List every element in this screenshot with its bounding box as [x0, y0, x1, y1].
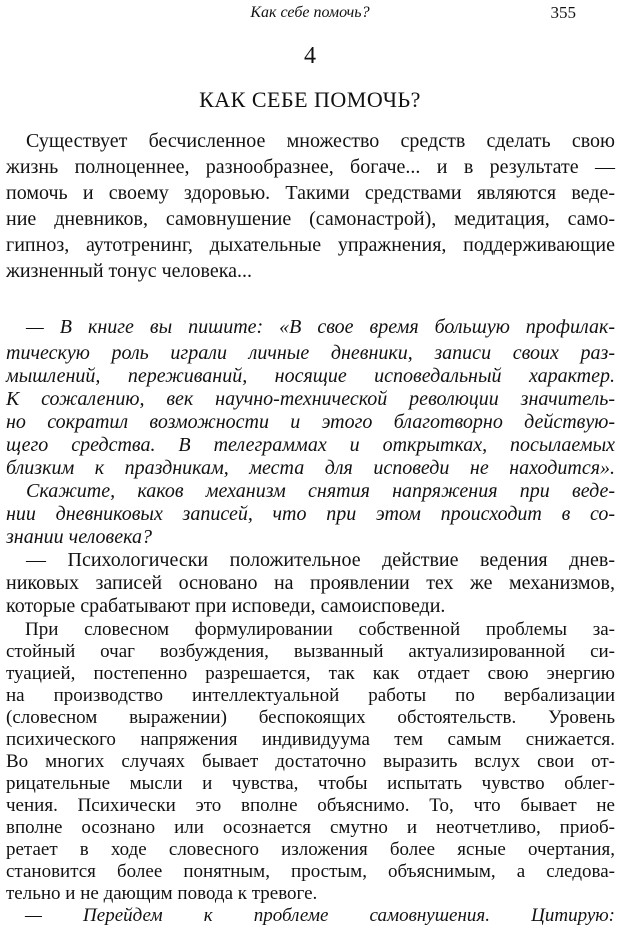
answer-line: стойный очаг возбуждения, вызванный актуализированной си- [6, 641, 615, 662]
page-number: 355 [550, 3, 576, 22]
answer-line: становится более понятным, простым, объяснимым, а следова- [6, 861, 615, 882]
answer-line: — Психологически положительное действие ведения днев- [6, 549, 615, 571]
question-line: тическую роль играли личные дневники, записи своих раз- [6, 342, 615, 364]
answer-line: психического напряжения индивидуума тем самым снижается. [6, 729, 615, 750]
running-head [0, 2, 620, 24]
answer-line: (словесном выражении) беспокоящих обстоятельств. Уровень [6, 707, 615, 728]
chapter-number: 4 [304, 43, 316, 69]
question-line: близким к праздникам, места для исповеди не находится». [6, 457, 615, 479]
question-line: знании человека? [6, 526, 152, 548]
answer-line: чения. Психически это вполне объяснимо. То, что бывает не [6, 795, 615, 816]
question-line: но сократил возможности и этого благотворно действую- [6, 411, 615, 433]
answer-line: вполне осознано или осознается смутно и неотчетливо, приоб- [6, 817, 615, 838]
question-line: мышлений, переживаний, носящие исповедальный характер. [6, 365, 615, 387]
answer-line: тельно и не дающим повода к тревоге. [6, 883, 318, 904]
answer-line: ретает в ходе словесного изложения более ясные очертания, [6, 839, 615, 860]
intro-line: гипноз, аутотренинг, дыхательные упражнения, поддерживающие [6, 234, 615, 256]
answer-line: никовых записей основано на проявлении тех же механизмов, [6, 572, 615, 594]
answer-line: которые срабатывают при исповеди, самоисповеди. [6, 595, 446, 617]
answer-line: рицательные мысли и чувства, чтобы испытать чувство облег- [6, 773, 615, 794]
running-title: Как себе помочь? [250, 4, 370, 21]
intro-line: жизненный тонус человека... [6, 260, 253, 282]
answer-line: туацией, постепенно разрешается, так как отдает свою энергию [6, 663, 615, 684]
answer-line: Во многих случаях бывает достаточно выразить вслух свои от- [6, 751, 615, 772]
intro-line: Существует бесчисленное множество средств сделать свою [6, 130, 615, 152]
chapter-title: КАК СЕБЕ ПОМОЧЬ? [199, 87, 421, 112]
intro-line: помочь и своему здоровью. Такими средствами являются веде- [6, 182, 615, 204]
question-line: К сожалению, век научно-технической революции значитель- [6, 388, 615, 410]
question-line: Скажите, каков механизм снятия напряжения при веде- [6, 480, 615, 502]
answer-line: При словесном формулировании собственной проблемы за- [6, 619, 615, 640]
intro-line: жизнь полноценнее, разнообразнее, богаче... и в результате — [6, 156, 615, 178]
question-line: щего средства. В телеграммах и открытках, посылаемых [6, 434, 615, 456]
answer-line: на производство интеллектуальной работы по вербализации [6, 685, 615, 706]
question-line: — В книге вы пишите: «В свое время большую профилак- [6, 316, 615, 338]
question-line: нии дневниковых записей, что при этом происходит в со- [6, 503, 615, 525]
intro-line: ние дневников, самовнушение (самонастрой), медитация, само- [6, 208, 615, 230]
question-line: — Перейдем к проблеме самовнушения. Цитирую: [6, 905, 615, 926]
